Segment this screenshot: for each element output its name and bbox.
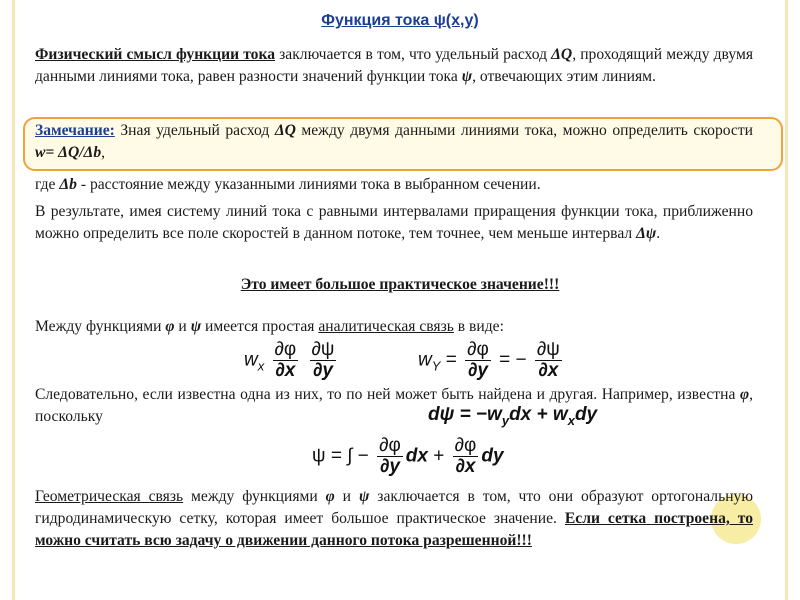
geometric-relation-link: Геометрическая связь: [35, 488, 184, 505]
right-border-rule: [785, 0, 788, 600]
fraction-dphi-dy-int: $\frac{\partial\varphi}{\partial y}$: [379, 435, 401, 477]
formula-wy: $w_Y$ = $\frac{\partial\varphi}{\partial y}$ = − $\frac{\partial\psi}{\partial x}$: [418, 339, 560, 381]
paragraph-delta-b: где Δb - расстояние между указанными линиями тока в выбранном сечении.: [35, 176, 541, 193]
fraction-dphi-dx-int: $\frac{\partial\varphi}{\partial x}$: [454, 435, 477, 477]
paragraph-consequently: Следовательно, если известна одна из них, то по ней может быть найдена и другая. Например, известна φ, поскольку: [35, 386, 753, 425]
paragraph-analytic-relation: Между функциями φ и ψ имеется простая аналитическая связь в виде:: [35, 318, 504, 335]
fraction-dpsi-dx: $\frac{\partial\psi}{\partial x}$: [536, 339, 560, 381]
formula-psi-integral: ψ = ∫ − $\frac{\partial\varphi}{\partial y}$ dx + $\frac{\partial\varphi}{\partial x}$ dy: [312, 435, 504, 477]
analytic-relation-link: аналитическая связь: [318, 318, 454, 335]
formula-wx: $w_x$ $\frac{\partial\varphi}{\partial x}$ $\frac{\partial\psi}{\partial y}$: [244, 339, 335, 381]
paragraph-geometric-relation: Геометрическая связь между функциями φ и ψ заключается в том, что они образуют ортогональную гидродинамическую сетку, которая имеет большое практическое значение. Если сетка построена, то можно считать всю задачу о движении данного потока разрешенной!!!: [35, 488, 753, 549]
paragraph-result: В результате, имея систему линий тока с равными интервалами приращения функции тока, приближенно можно определить все поле скоростей в данном потоке, тем точнее, чем меньше интервал Δψ.: [35, 203, 753, 242]
note-label: Замечание:: [35, 122, 115, 139]
velocity-formula: w= ΔQ/Δb: [35, 144, 102, 161]
formula-dpsi: $d\psi = -w_ydx + w_xdy$: [428, 404, 598, 428]
term-physical-meaning: Физический смысл функции тока: [35, 46, 276, 63]
conclusion-bold: Если сетка построена, то можно считать всю задачу о движении данного потока разрешенной!!!: [35, 510, 753, 549]
note-text: Замечание: Зная удельный расход ΔQ между двумя данными линиями тока, можно определить скорости w= ΔQ/Δb,: [35, 122, 754, 161]
left-border-rule: [12, 0, 15, 600]
emphasis-line: Это имеет большое практическое значение!!!: [240, 276, 560, 293]
paragraph-physical-meaning: Физический смысл функции тока заключается в том, что удельный расход ΔQ, проходящий между двумя данными линиями тока, равен разности значений функции тока ψ, отвечающих этим линиям.: [35, 46, 753, 85]
fraction-dphi-dx: $\frac{\partial\varphi}{\partial x}$: [274, 339, 297, 381]
fraction-dpsi-dy: $\frac{\partial\psi}{\partial y}$: [311, 339, 335, 381]
fraction-dphi-dy: $\frac{\partial\varphi}{\partial y}$: [467, 339, 489, 381]
slide-title: Функция тока ψ(x,y): [321, 12, 479, 29]
